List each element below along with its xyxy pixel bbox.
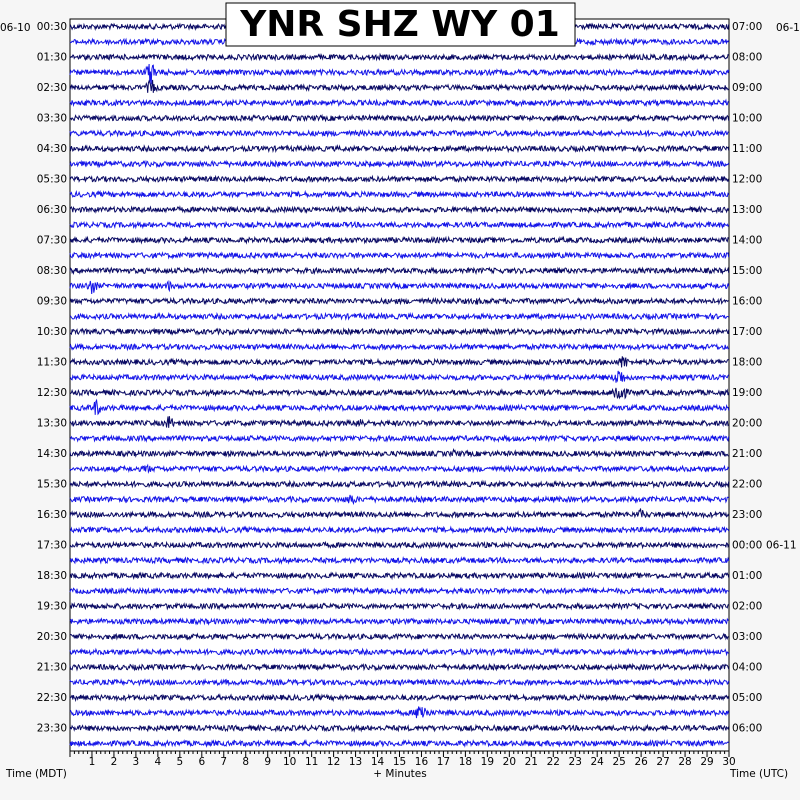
- left-time-label: 16:30: [36, 509, 67, 522]
- x-tick-label: 5: [176, 756, 184, 768]
- right-time-label: 02:00: [732, 600, 763, 613]
- right-time-label: 21:00: [732, 448, 763, 461]
- x-tick-label: 18: [458, 756, 473, 768]
- left-time-label: 11:30: [36, 356, 67, 369]
- left-time-label: 21:30: [36, 661, 67, 674]
- left-time-label: 02:30: [36, 82, 67, 95]
- x-tick-label: 28: [678, 756, 692, 768]
- x-tick-label: 12: [326, 756, 341, 768]
- right-time-label: 14:00: [732, 234, 763, 247]
- right-time-label: 17:00: [732, 326, 763, 339]
- right-time-label: 10:00: [732, 112, 763, 125]
- x-tick-label: 4: [154, 756, 162, 768]
- left-time-label: 23:30: [36, 722, 67, 735]
- right-time-label: 03:00: [732, 631, 763, 644]
- left-time-label: 19:30: [36, 600, 67, 613]
- left-time-label: 17:30: [36, 539, 67, 552]
- x-tick-label: 26: [634, 756, 648, 768]
- right-time-label: 15:00: [732, 265, 763, 278]
- right-time-label: 06:00: [732, 722, 763, 735]
- right-time-label: 00:00: [732, 539, 763, 552]
- plot-area: [70, 19, 729, 751]
- right-time-label: 13:00: [732, 204, 763, 217]
- x-tick-label: 16: [414, 756, 429, 768]
- right-date-change-label: 06-11: [766, 539, 797, 552]
- x-tick-label: 30: [722, 756, 736, 768]
- x-tick-label: 10: [282, 756, 297, 768]
- left-time-label: 10:30: [36, 326, 67, 339]
- right-time-label: 01:00: [732, 570, 763, 583]
- left-axis-label: Time (MDT): [6, 768, 67, 780]
- x-tick-label: 20: [502, 756, 517, 768]
- x-tick-label: 13: [348, 756, 363, 768]
- x-tick-label: 2: [110, 756, 118, 768]
- x-tick-label: 15: [392, 756, 407, 768]
- right-time-label: 05:00: [732, 692, 763, 705]
- left-time-label: 14:30: [36, 448, 67, 461]
- left-time-label: 15:30: [36, 478, 67, 491]
- chart-title: YNR SHZ WY 01: [240, 4, 560, 45]
- right-time-label: 04:00: [732, 661, 763, 674]
- left-time-label: 20:30: [36, 631, 67, 644]
- left-time-label: 05:30: [36, 173, 67, 186]
- x-tick-label: 11: [304, 756, 319, 768]
- right-time-label: 16:00: [732, 295, 763, 308]
- right-time-label: 19:00: [732, 387, 763, 400]
- x-tick-label: 21: [524, 756, 538, 768]
- x-tick-label: 17: [436, 756, 451, 768]
- left-time-label: 04:30: [36, 143, 67, 156]
- left-time-label: 13:30: [36, 417, 67, 430]
- x-tick-label: 1: [88, 756, 96, 768]
- left-time-label: 07:30: [36, 234, 67, 247]
- left-time-label: 06:30: [36, 204, 67, 217]
- x-tick-label: 14: [370, 756, 385, 768]
- x-tick-label: 7: [220, 756, 228, 768]
- x-tick-label: 3: [132, 756, 140, 768]
- left-date-label: 06-10: [0, 22, 31, 34]
- x-tick-label: 25: [612, 756, 626, 768]
- x-tick-label: 22: [546, 756, 560, 768]
- right-time-label: 23:00: [732, 509, 763, 522]
- x-tick-label: 8: [242, 756, 250, 768]
- right-time-label: 18:00: [732, 356, 763, 369]
- x-tick-label: 6: [198, 756, 206, 768]
- right-axis-label: Time (UTC): [730, 768, 789, 780]
- x-tick-label: 24: [590, 756, 604, 768]
- left-time-label: 00:30: [36, 21, 67, 34]
- x-tick-label: 27: [656, 756, 670, 768]
- left-time-label: 22:30: [36, 692, 67, 705]
- x-axis-label: + Minutes: [373, 768, 427, 780]
- right-time-label: 20:00: [732, 417, 763, 430]
- left-time-label: 12:30: [36, 387, 67, 400]
- x-tick-label: 29: [700, 756, 714, 768]
- right-time-label: 12:00: [732, 173, 763, 186]
- x-tick-label: 19: [480, 756, 495, 768]
- right-time-label: 08:00: [732, 51, 763, 64]
- left-time-label: 01:30: [36, 51, 67, 64]
- left-time-label: 08:30: [36, 265, 67, 278]
- left-time-label: 03:30: [36, 112, 67, 125]
- left-time-label: 09:30: [36, 295, 67, 308]
- right-time-label: 11:00: [732, 143, 763, 156]
- right-date-label: 06-1: [776, 22, 800, 34]
- x-tick-label: 9: [264, 756, 272, 768]
- right-time-label: 22:00: [732, 478, 763, 491]
- left-time-label: 18:30: [36, 570, 67, 583]
- right-time-label: 07:00: [732, 21, 763, 34]
- right-time-label: 09:00: [732, 82, 763, 95]
- x-tick-label: 23: [568, 756, 582, 768]
